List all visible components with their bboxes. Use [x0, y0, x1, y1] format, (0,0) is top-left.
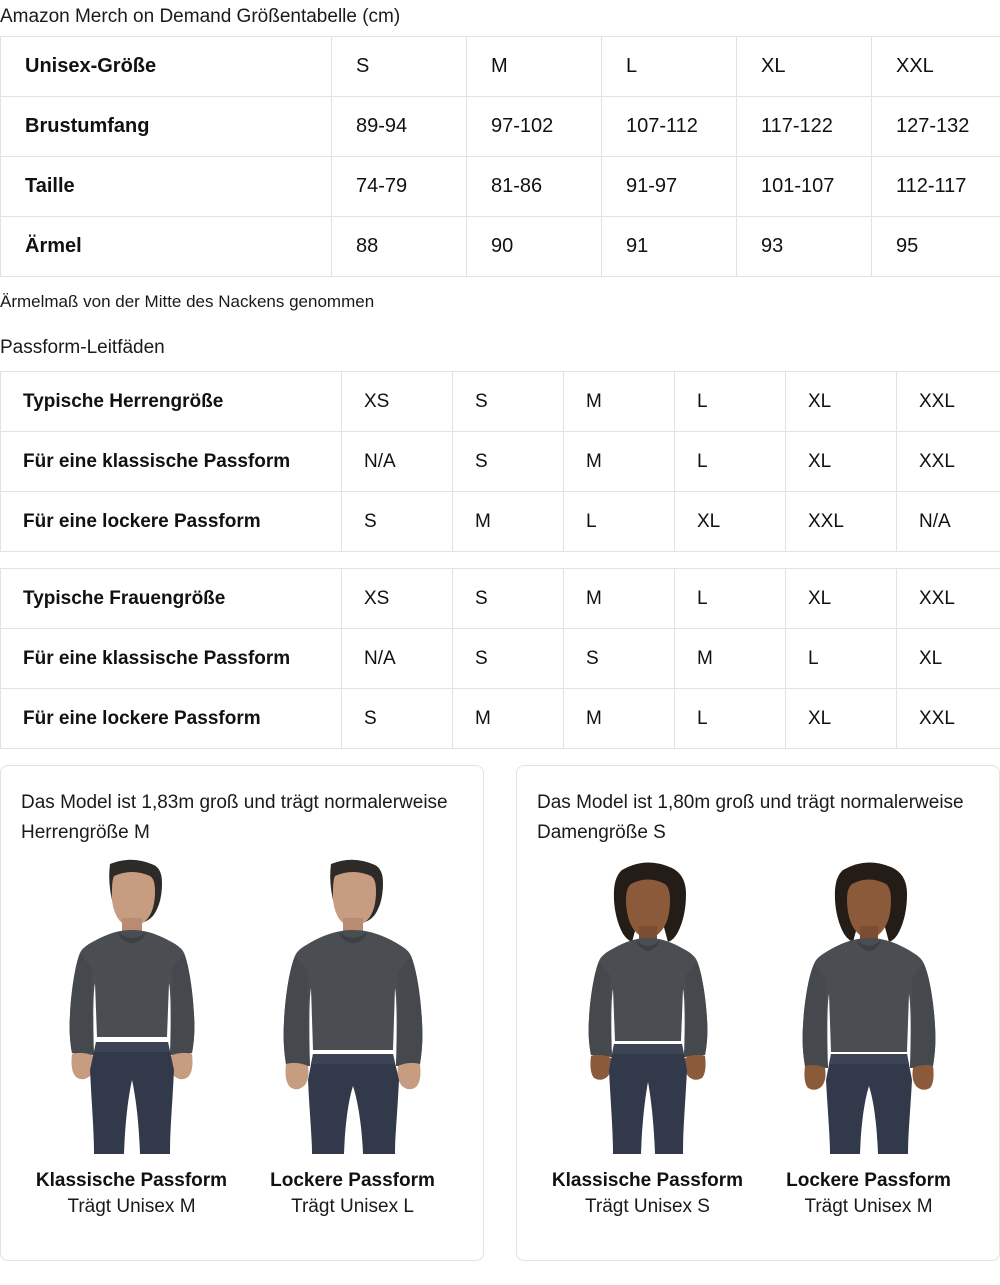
value-cell [737, 157, 872, 217]
unisex-size-table [0, 36, 1000, 277]
value-cell [897, 372, 1000, 432]
value-cell [872, 97, 1000, 157]
model-card-women [516, 765, 1000, 1261]
model-card-men [0, 765, 484, 1261]
value-cell [342, 432, 453, 492]
value-cell [564, 372, 675, 432]
cell-value: M [586, 390, 602, 412]
table-row [1, 569, 1000, 629]
cell-value: 89-94 [356, 115, 408, 137]
table-row [1, 689, 1000, 749]
value-cell [897, 492, 1000, 552]
cell-value: S [356, 55, 370, 77]
cell-value: 91-97 [626, 175, 678, 197]
fit-title: Lockere Passform [786, 1170, 951, 1191]
table-row [1, 372, 1000, 432]
cell-value: 81-86 [491, 175, 543, 197]
cell-value: M [697, 647, 713, 669]
value-cell [786, 629, 897, 689]
value-cell [453, 689, 564, 749]
fit-title: Klassische Passform [551, 1170, 744, 1191]
cell-value: L [697, 390, 708, 412]
value-cell [675, 372, 786, 432]
figure-labels [21, 1168, 463, 1220]
cell-value: 91 [626, 235, 649, 257]
fit-size: Trägt Unisex M [67, 1196, 196, 1217]
page-title: Amazon Merch on Demand Größentabelle (cm) [0, 6, 401, 27]
cell-value: 97-102 [491, 115, 554, 137]
fit-title: Klassische Passform [35, 1170, 228, 1191]
model-figure-relaxed-fit-women [769, 854, 969, 1154]
value-cell [737, 217, 872, 277]
value-cell [564, 569, 675, 629]
row-label: Für eine lockere Passform [23, 707, 261, 729]
cell-value: L [808, 647, 819, 669]
row-label: Unisex-Größe [25, 55, 157, 77]
table-row [1, 432, 1000, 492]
figure-label-classic [537, 1168, 758, 1220]
cell-value: XXL [919, 450, 955, 472]
cell-value: XS [364, 390, 390, 412]
cell-value: M [491, 55, 508, 77]
value-cell [453, 372, 564, 432]
value-cell [467, 217, 602, 277]
cell-value: S [475, 390, 488, 412]
value-cell [786, 492, 897, 552]
cell-value: 107-112 [626, 115, 698, 137]
cell-value: 93 [761, 235, 784, 257]
value-cell [564, 432, 675, 492]
fit-title: Lockere Passform [270, 1170, 435, 1191]
cell-value: XL [808, 450, 832, 472]
value-cell [453, 432, 564, 492]
cell-value: M [475, 510, 491, 532]
value-cell [467, 97, 602, 157]
cell-value: 117-122 [761, 115, 833, 137]
value-cell [897, 629, 1000, 689]
value-cell [872, 37, 1000, 97]
figure-row [537, 854, 979, 1154]
cell-value: XXL [896, 55, 934, 77]
value-cell [897, 432, 1000, 492]
cell-value: S [364, 510, 377, 532]
value-cell [602, 37, 737, 97]
value-cell [675, 569, 786, 629]
model-figure-classic-fit-men [32, 854, 232, 1154]
row-label-cell [1, 372, 342, 432]
value-cell [564, 629, 675, 689]
cell-value: XL [808, 390, 832, 412]
figure-label-classic [21, 1168, 242, 1220]
table-row [1, 492, 1000, 552]
woman-classic-fit-illustration [548, 854, 748, 1154]
cell-value: S [475, 647, 488, 669]
cell-value: 127-132 [896, 115, 970, 137]
value-cell [897, 569, 1000, 629]
cell-value: 95 [896, 235, 919, 257]
row-label: Typische Frauengröße [23, 587, 226, 609]
row-label-cell [1, 689, 342, 749]
value-cell [332, 97, 467, 157]
cell-value: L [697, 707, 708, 729]
model-caption: Das Model ist 1,83m groß und trägt normalerweise Herrengröße M [21, 792, 448, 843]
value-cell [737, 37, 872, 97]
table-row [1, 157, 1000, 217]
value-cell [786, 432, 897, 492]
value-cell [786, 689, 897, 749]
fit-size: Trägt Unisex S [585, 1196, 710, 1217]
fit-size: Trägt Unisex M [804, 1196, 933, 1217]
value-cell [786, 372, 897, 432]
row-label-cell [1, 157, 332, 217]
cell-value: XXL [919, 390, 955, 412]
value-cell [453, 629, 564, 689]
cell-value: M [586, 707, 602, 729]
mens-fit-table [0, 371, 1000, 552]
value-cell [342, 492, 453, 552]
figure-label-relaxed [758, 1168, 979, 1220]
cell-value: XXL [919, 587, 955, 609]
cell-value: S [586, 647, 599, 669]
row-label: Für eine lockere Passform [23, 510, 261, 532]
cell-value: XL [697, 510, 721, 532]
cell-value: L [697, 587, 708, 609]
cell-value: XL [919, 647, 943, 669]
value-cell [786, 569, 897, 629]
man-relaxed-fit-illustration [253, 854, 453, 1154]
cell-value: M [586, 450, 602, 472]
fit-guides-label: Passform-Leitfäden [0, 337, 165, 358]
value-cell [564, 689, 675, 749]
value-cell [872, 157, 1000, 217]
figure-label-relaxed [242, 1168, 463, 1220]
value-cell [675, 492, 786, 552]
cell-value: XL [808, 587, 832, 609]
value-cell [467, 157, 602, 217]
row-label: Brustumfang [25, 115, 150, 137]
cell-value: M [586, 587, 602, 609]
cell-value: L [626, 55, 638, 77]
value-cell [342, 372, 453, 432]
value-cell [332, 37, 467, 97]
cell-value: 101-107 [761, 175, 835, 197]
value-cell [872, 217, 1000, 277]
row-label-cell [1, 569, 342, 629]
row-label-cell [1, 432, 342, 492]
model-figure-classic-fit-women [548, 854, 748, 1154]
cell-value: XL [761, 55, 786, 77]
woman-relaxed-fit-illustration [769, 854, 969, 1154]
table-row [1, 217, 1000, 277]
value-cell [602, 217, 737, 277]
cell-value: N/A [919, 510, 951, 532]
value-cell [675, 432, 786, 492]
row-label: Für eine klassische Passform [23, 647, 291, 669]
row-label-cell [1, 97, 332, 157]
table-row [1, 97, 1000, 157]
value-cell [675, 629, 786, 689]
value-cell [564, 492, 675, 552]
sleeve-measure-note: Ärmelmaß von der Mitte des Nackens genommen [0, 292, 375, 311]
value-cell [453, 569, 564, 629]
cell-value: N/A [364, 647, 396, 669]
value-cell [453, 492, 564, 552]
model-cards [0, 765, 1000, 1261]
model-figure-relaxed-fit-men [253, 854, 453, 1154]
cell-value: 74-79 [356, 175, 408, 197]
value-cell [602, 97, 737, 157]
row-label: Taille [25, 175, 75, 197]
cell-value: 112-117 [896, 175, 967, 197]
value-cell [332, 217, 467, 277]
cell-value: S [475, 450, 488, 472]
row-label-cell [1, 492, 342, 552]
cell-value: S [475, 587, 488, 609]
value-cell [897, 689, 1000, 749]
value-cell [342, 629, 453, 689]
value-cell [342, 569, 453, 629]
cell-value: N/A [364, 450, 396, 472]
value-cell [332, 157, 467, 217]
cell-value: XL [808, 707, 832, 729]
cell-value: S [364, 707, 377, 729]
womens-fit-table [0, 568, 1000, 749]
figure-labels [537, 1168, 979, 1220]
figure-row [21, 854, 463, 1154]
row-label-cell [1, 37, 332, 97]
cell-value: XXL [919, 707, 955, 729]
model-caption: Das Model ist 1,80m groß und trägt normalerweise Damengröße S [537, 792, 964, 843]
man-classic-fit-illustration [32, 854, 232, 1154]
row-label: Ärmel [25, 235, 82, 257]
cell-value: XXL [808, 510, 844, 532]
table-row [1, 37, 1000, 97]
fit-size: Trägt Unisex L [291, 1196, 414, 1217]
value-cell [737, 97, 872, 157]
cell-value: XS [364, 587, 390, 609]
row-label: Für eine klassische Passform [23, 450, 291, 472]
row-label: Typische Herrengröße [23, 390, 224, 412]
value-cell [602, 157, 737, 217]
cell-value: 90 [491, 235, 514, 257]
value-cell [342, 689, 453, 749]
cell-value: L [697, 450, 708, 472]
row-label-cell [1, 629, 342, 689]
value-cell [675, 689, 786, 749]
table-row [1, 629, 1000, 689]
cell-value: M [475, 707, 491, 729]
cell-value: 88 [356, 235, 379, 257]
row-label-cell [1, 217, 332, 277]
cell-value: L [586, 510, 597, 532]
value-cell [467, 37, 602, 97]
